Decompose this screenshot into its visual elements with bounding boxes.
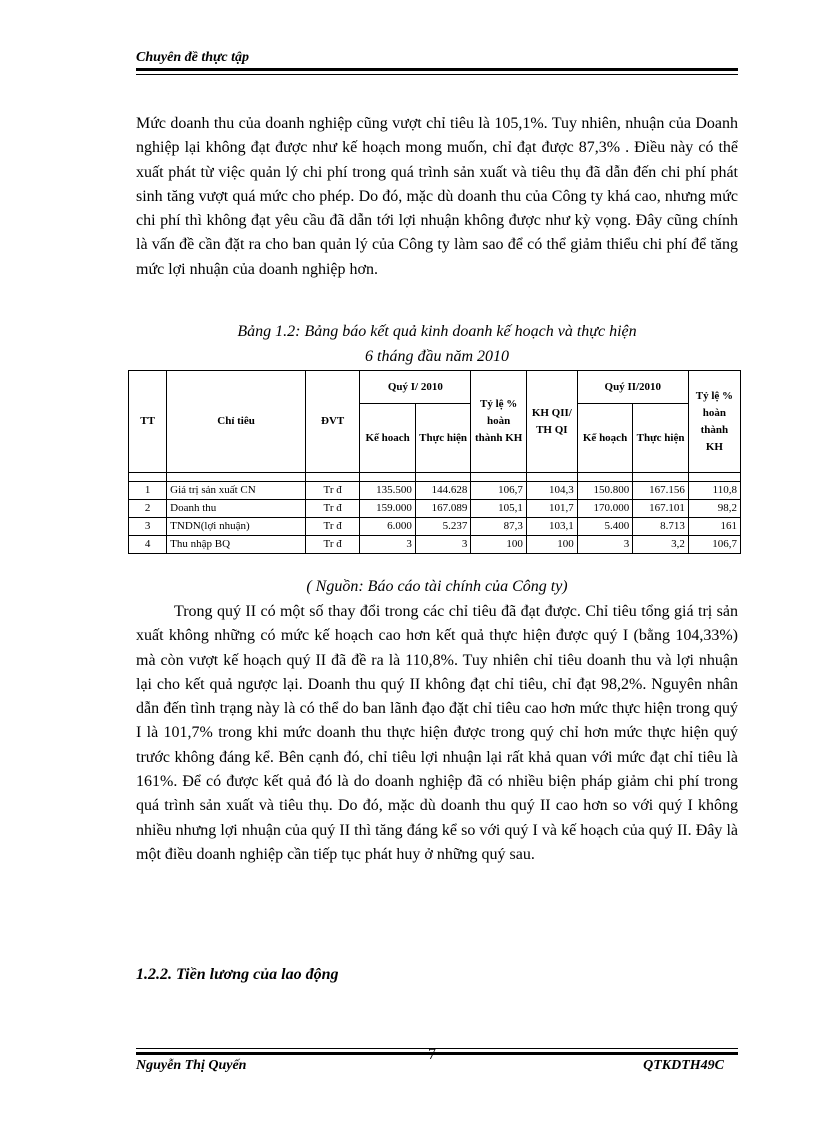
row-th1: 167.089: [415, 500, 471, 518]
page-number: 7: [428, 1046, 436, 1063]
row-name: Thu nhập BQ: [167, 536, 306, 554]
row-kh2: 170.000: [577, 500, 633, 518]
header-quy2: Quý II/2010: [577, 371, 688, 404]
row-unit: Tr đ: [305, 500, 359, 518]
row-kh2: 5.400: [577, 518, 633, 536]
row-kh1: 6.000: [360, 518, 416, 536]
row-unit: Tr đ: [305, 518, 359, 536]
row-tl2: 106,7: [688, 536, 740, 554]
header-ke-hoach-1: Kế hoach: [360, 404, 416, 473]
header-ke-hoach-2: Kế hoạch: [577, 404, 633, 473]
row-th1: 3: [415, 536, 471, 554]
header-rule-thick: [136, 68, 738, 71]
row-th1: 5.237: [415, 518, 471, 536]
row-name: Doanh thu: [167, 500, 306, 518]
header-quy1: Quý I/ 2010: [360, 371, 471, 404]
row-tt: 2: [129, 500, 167, 518]
row-tl1: 87,3: [471, 518, 527, 536]
table-source: ( Nguồn: Báo cáo tài chính của Công ty): [306, 578, 568, 595]
row-tl2: 161: [688, 518, 740, 536]
header-dvt: ĐVT: [305, 371, 359, 473]
table-row: [129, 536, 741, 554]
row-kh1: 159.000: [360, 500, 416, 518]
header-rule-thin: [136, 74, 738, 75]
paragraph-1: Mức doanh thu của doanh nghiệp cũng vượt chỉ tiêu là 105,1%. Tuy nhiên, nhuận của Doanh nghiệp lại không đạt được như kế hoạch mong muốn, chỉ đạt được 87,3% . Điều này có thể xuất phát từ việc quản lý chi phí trong quá trình sản xuất và tiêu thụ đã dẫn đến chi phí phát sinh tăng vượt quá mức cho phép. Do đó, mặc dù doanh thu của Công ty khá cao, nhưng mức chi phí thì không đạt yêu cầu đã dẫn tới lợi nhuận không được như kỳ vọng. Đây cũng chính là vấn đề cần đặt ra cho ban quản lý của Công ty làm sao để có thể giảm thiểu chi phí để tăng mức lợi nhuận của doanh nghiệp hơn.: [136, 115, 738, 278]
header-ty-le-2: Tỷ lệ % hoàn thành KH: [688, 371, 740, 473]
row-khq: 101,7: [526, 500, 577, 518]
header-ty-le-1: Tỷ lệ % hoàn thành KH: [471, 371, 527, 473]
row-unit: Tr đ: [305, 482, 359, 500]
row-kh2: 150.800: [577, 482, 633, 500]
row-kh1: 3: [360, 536, 416, 554]
row-khq: 103,1: [526, 518, 577, 536]
table-row: [129, 482, 741, 500]
row-khq: 100: [526, 536, 577, 554]
row-tl1: 100: [471, 536, 527, 554]
row-tl1: 105,1: [471, 500, 527, 518]
table-caption-line1: Bảng 1.2: Bảng báo kết quả kinh doanh kế hoạch và thực hiện: [237, 323, 637, 340]
table-row: [129, 518, 741, 536]
table-row: [129, 500, 741, 518]
footer-class-code: QTKDTH49C: [643, 1058, 724, 1073]
table-caption-line2: 6 tháng đầu năm 2010: [365, 348, 509, 365]
row-th2: 167.156: [633, 482, 689, 500]
row-unit: Tr đ: [305, 536, 359, 554]
footer-rule-thick: [136, 1052, 738, 1055]
row-th1: 144.628: [415, 482, 471, 500]
row-tt: 4: [129, 536, 167, 554]
header-title: Chuyên đề thực tập: [136, 50, 250, 65]
results-table: [128, 370, 741, 554]
header-chi-tieu: Chỉ tiêu: [167, 371, 306, 473]
header-thuc-hien-1: Thực hiện: [415, 404, 471, 473]
header-tt: TT: [129, 371, 167, 473]
paragraph-2: Trong quý II có một số thay đổi trong các chỉ tiêu đã đạt được. Chỉ tiêu tổng giá trị sản xuất không những có mức kế hoạch cao hơn kết quả thực hiện được quý I (bằng 104,33%) mà còn vượt kế hoạch quý II đã đề ra là 110,8%. Tuy nhiên chỉ tiêu doanh thu và lợi nhuận lại cho kết quả ngược lại. Doanh thu quý II không đạt chỉ tiêu, chỉ đạt 98,2%. Nguyên nhân dẫn đến tình trạng này là có thể do ban lãnh đạo đặt chỉ tiêu cao hơn mức thực hiện trong quý I là 101,7% trong khi mức doanh thu thực hiện được trong quý chỉ hơn mức thực hiện quý trước không đáng kể. Bên cạnh đó, chỉ tiêu lợi nhuận lại rất khả quan với mức đạt chỉ tiêu là 161%. Để có được kết quả đó là do doanh nghiệp đã có nhiều biện pháp giảm chi phí trong quá trình sản xuất và tiêu thụ. Do đó, mặc dù doanh thu quý II cao hơn so với quý I không nhiều nhưng lợi nhuận của quý II thì tăng đáng kể so với quý I và kế hoạch của quý II. Đây là một điều doanh nghiệp cần tiếp tục phát huy ở những quý sau.: [136, 603, 738, 863]
row-khq: 104,3: [526, 482, 577, 500]
row-th2: 3,2: [633, 536, 689, 554]
row-th2: 8.713: [633, 518, 689, 536]
footer-rule-thin: [136, 1048, 738, 1049]
footer-author: Nguyễn Thị Quyến: [136, 1058, 247, 1073]
row-name: Giá trị sản xuất CN: [167, 482, 306, 500]
row-kh2: 3: [577, 536, 633, 554]
row-tt: 1: [129, 482, 167, 500]
header-kh-qii: KH QII/ TH QI: [526, 371, 577, 473]
header-thuc-hien-2: Thực hiện: [633, 404, 689, 473]
row-tl1: 106,7: [471, 482, 527, 500]
row-th2: 167.101: [633, 500, 689, 518]
row-tl2: 98,2: [688, 500, 740, 518]
row-kh1: 135.500: [360, 482, 416, 500]
row-tt: 3: [129, 518, 167, 536]
section-heading: 1.2.2. Tiền lương của lao động: [136, 966, 339, 983]
row-tl2: 110,8: [688, 482, 740, 500]
row-name: TNDN(lợi nhuận): [167, 518, 306, 536]
